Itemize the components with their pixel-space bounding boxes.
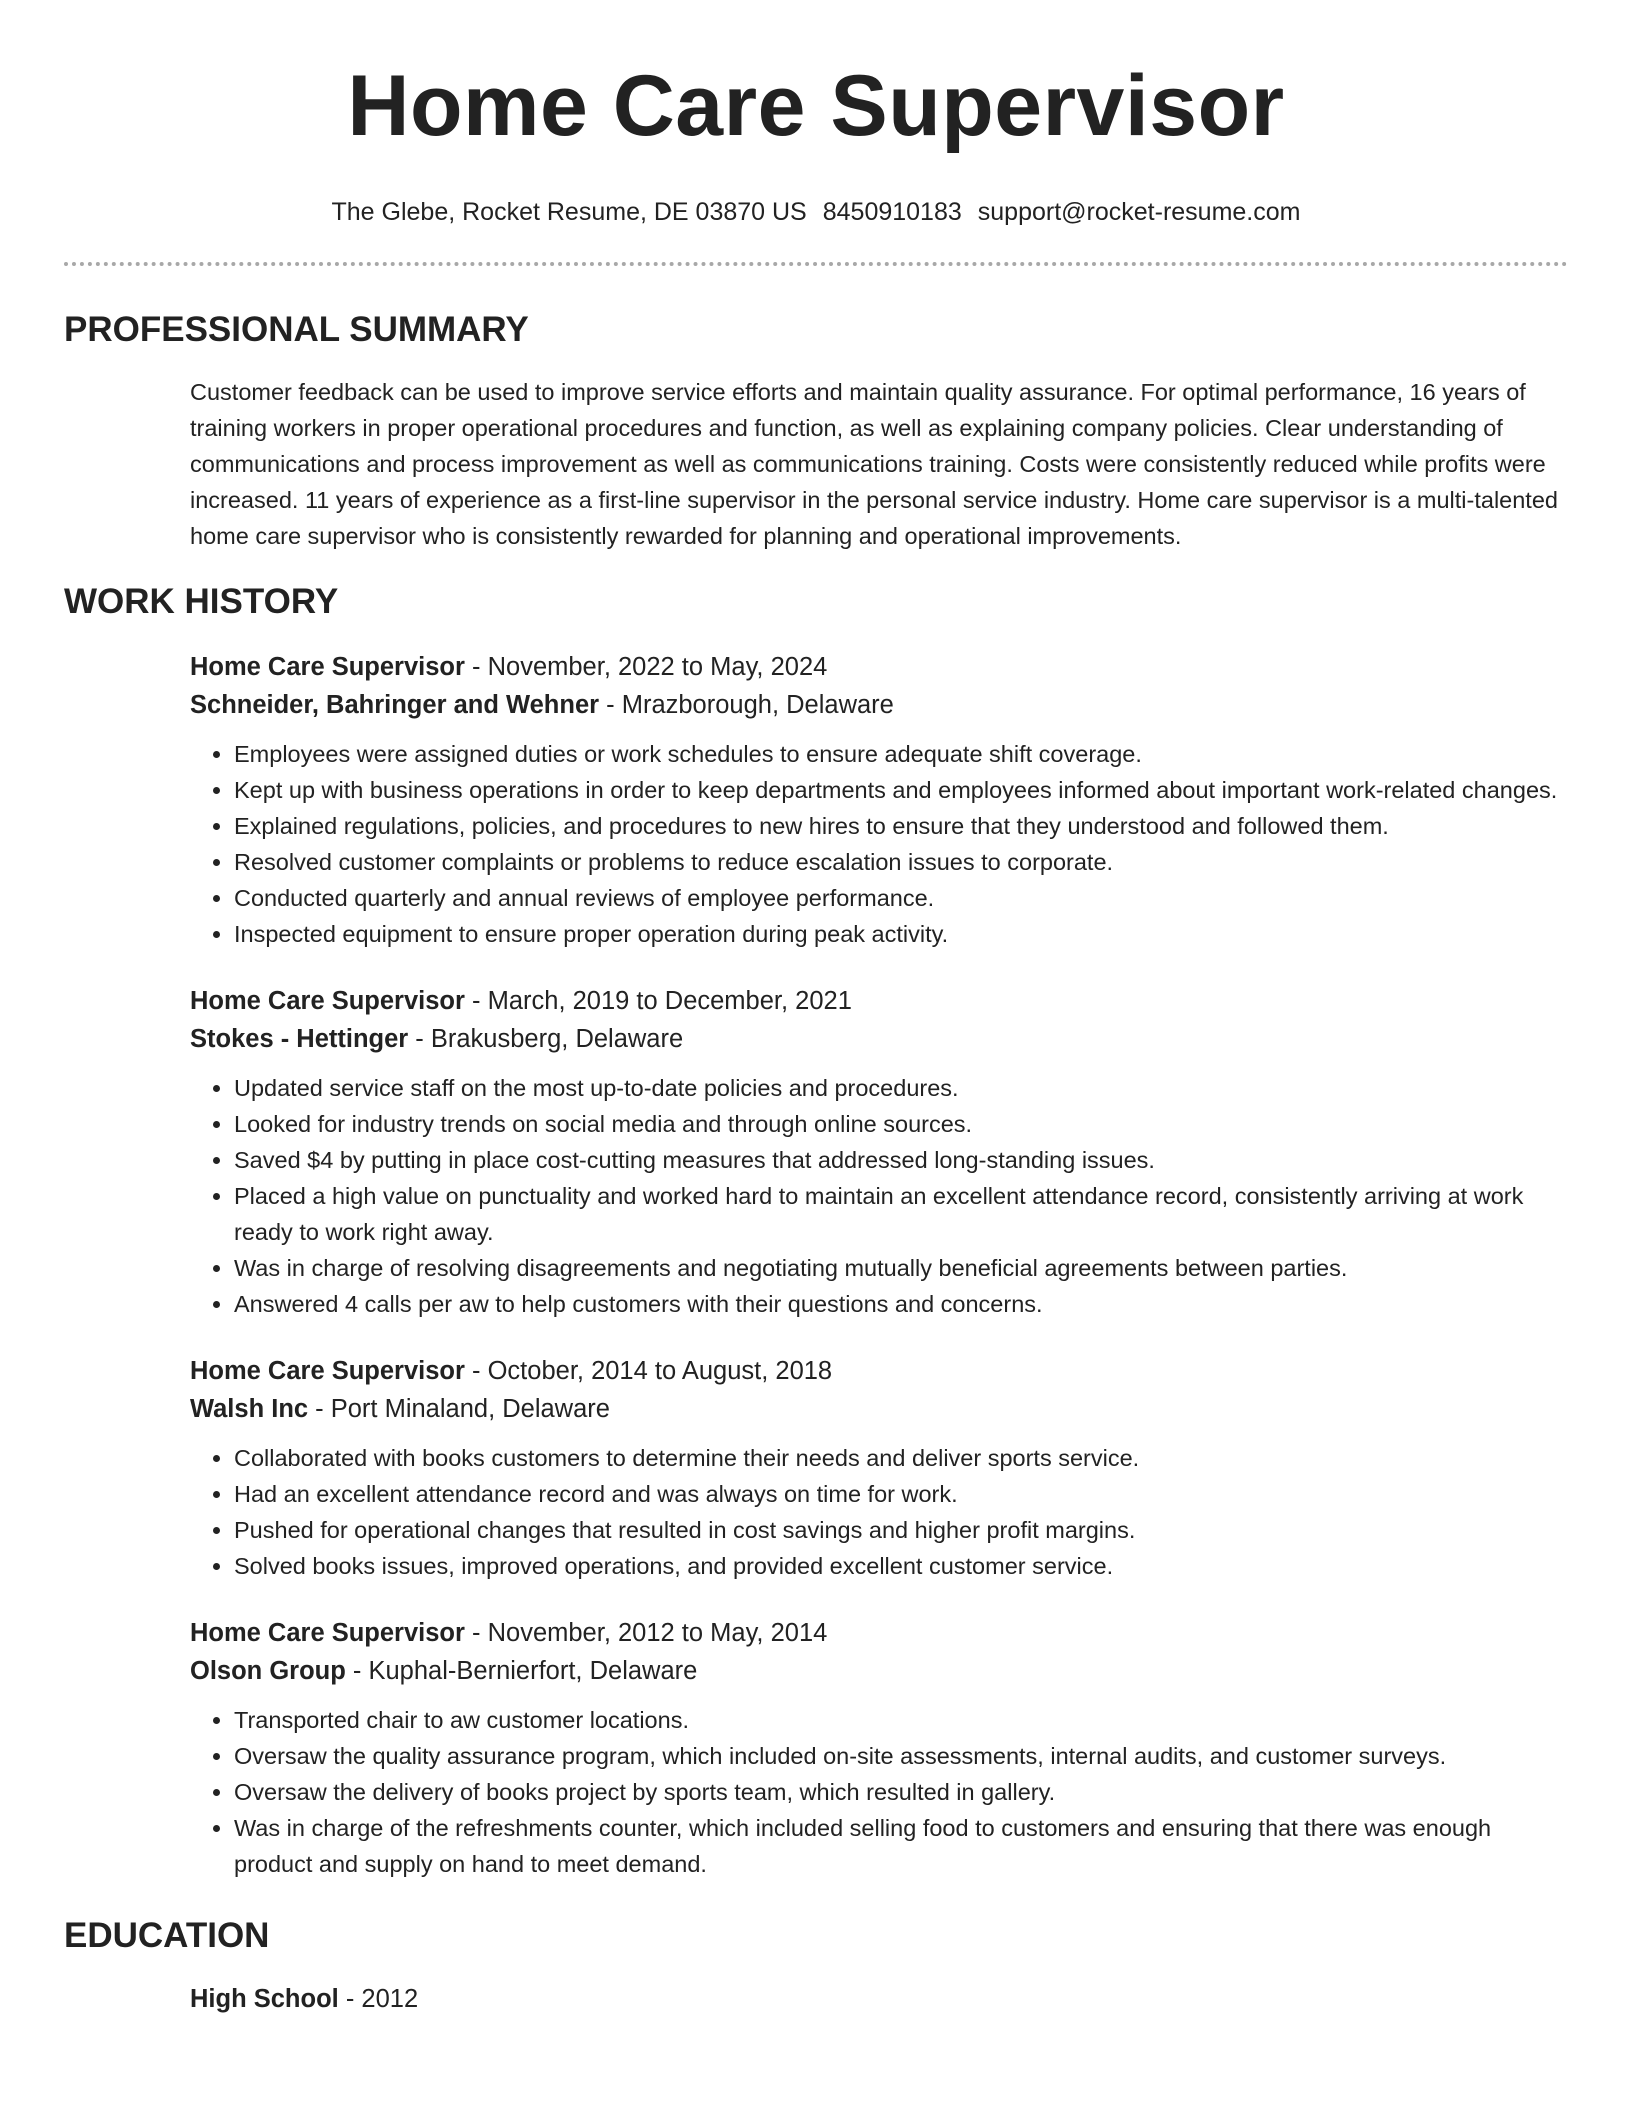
job-bullet: • Transported chair to aw customer locations. xyxy=(234,1702,1568,1738)
job-bullet: • Oversaw the quality assurance program, which included on-site assessments, internal audits, and customer surveys. xyxy=(234,1738,1568,1774)
job-title-line xyxy=(190,648,1568,686)
summary-heading: PROFESSIONAL SUMMARY xyxy=(64,310,529,349)
resume-page xyxy=(64,0,1568,2018)
summary-text: Customer feedback can be used to improve service efforts and maintain quality assurance. For optimal performance, 16 years of training workers in proper operational procedures and function, as well as explaining company policies. Clear understanding of communications and process improvement as well as communications training. Costs were consistently reduced while profits were increased. 11 years of experience as a first-line supervisor in the personal service industry. Home care supervisor is a multi-talented home care supervisor who is consistently rewarded for planning and operational improvements. xyxy=(190,379,1558,549)
job-bullet: • Answered 4 calls per aw to help customers with their questions and concerns. xyxy=(234,1286,1568,1322)
education-degree: High School xyxy=(190,1985,339,2013)
job-role: Home Care Supervisor xyxy=(190,1357,465,1385)
work-history-heading: WORK HISTORY xyxy=(64,582,339,621)
job-company: Olson Group xyxy=(190,1657,346,1685)
job-bullets xyxy=(190,1440,1568,1584)
education-entry xyxy=(190,1980,1568,2018)
job-bullets xyxy=(190,1702,1568,1882)
header-divider xyxy=(64,262,1568,266)
job-dates: - March, 2019 to December, 2021 xyxy=(464,987,852,1015)
job-entry xyxy=(190,1352,1568,1584)
job-bullet: • Oversaw the delivery of books project by sports team, which resulted in gallery. xyxy=(234,1774,1568,1810)
job-bullet: • Looked for industry trends on social media and through online sources. xyxy=(234,1106,1568,1142)
education-year: - 2012 xyxy=(338,1985,419,2013)
contact-email: support@rocket-resume.com xyxy=(977,198,1301,226)
job-company-line xyxy=(190,1020,1568,1058)
job-role: Home Care Supervisor xyxy=(190,653,465,681)
job-entry xyxy=(190,1614,1568,1882)
job-location: - Mrazborough, Delaware xyxy=(599,691,894,719)
job-bullet: • Employees were assigned duties or work schedules to ensure adequate shift coverage. xyxy=(234,736,1568,772)
job-dates: - October, 2014 to August, 2018 xyxy=(464,1357,833,1385)
job-bullets xyxy=(190,1070,1568,1322)
job-entry xyxy=(190,982,1568,1322)
candidate-name: Home Care Supervisor xyxy=(347,58,1285,154)
job-bullet: • Was in charge of the refreshments counter, which included selling food to customers and ensuring that there was enough product and supply on hand to meet demand. xyxy=(234,1810,1568,1882)
job-bullet: • Inspected equipment to ensure proper operation during peak activity. xyxy=(234,916,1568,952)
job-role: Home Care Supervisor xyxy=(190,987,465,1015)
job-dates: - November, 2012 to May, 2014 xyxy=(464,1619,828,1647)
job-location: - Port Minaland, Delaware xyxy=(308,1395,610,1423)
job-role: Home Care Supervisor xyxy=(190,1619,465,1647)
job-company: Walsh Inc xyxy=(190,1395,309,1423)
job-company-line xyxy=(190,686,1568,724)
job-title-line xyxy=(190,982,1568,1020)
job-entry xyxy=(190,648,1568,952)
contact-phone: 8450910183 xyxy=(822,198,962,226)
job-company-line xyxy=(190,1390,1568,1428)
job-bullet: • Saved $4 by putting in place cost-cutting measures that addressed long-standing issues. xyxy=(234,1142,1568,1178)
job-bullet: • Kept up with business operations in order to keep departments and employees informed about important work-related changes. xyxy=(234,772,1568,808)
job-company: Stokes - Hettinger xyxy=(190,1025,409,1053)
job-bullet: • Pushed for operational changes that resulted in cost savings and higher profit margins. xyxy=(234,1512,1568,1548)
contact-line xyxy=(64,196,1568,228)
job-bullet: • Placed a high value on punctuality and worked hard to maintain an excellent attendance record, consistently arriving at work ready to work right away. xyxy=(234,1178,1568,1250)
job-bullet: • Conducted quarterly and annual reviews of employee performance. xyxy=(234,880,1568,916)
job-title-line xyxy=(190,1352,1568,1390)
job-bullet: • Had an excellent attendance record and was always on time for work. xyxy=(234,1476,1568,1512)
education-heading: EDUCATION xyxy=(64,1916,270,1955)
job-title-line xyxy=(190,1614,1568,1652)
job-location: - Brakusberg, Delaware xyxy=(408,1025,684,1053)
job-bullets xyxy=(190,736,1568,952)
job-bullet: • Was in charge of resolving disagreements and negotiating mutually beneficial agreements between parties. xyxy=(234,1250,1568,1286)
job-bullet: • Resolved customer complaints or problems to reduce escalation issues to corporate. xyxy=(234,844,1568,880)
job-dates: - November, 2022 to May, 2024 xyxy=(464,653,828,681)
job-company-line xyxy=(190,1652,1568,1690)
job-location: - Kuphal-Bernierfort, Delaware xyxy=(345,1657,698,1685)
job-bullet: • Collaborated with books customers to determine their needs and deliver sports service. xyxy=(234,1440,1568,1476)
job-bullet: • Explained regulations, policies, and procedures to new hires to ensure that they understood and followed them. xyxy=(234,808,1568,844)
contact-address: The Glebe, Rocket Resume, DE 03870 US xyxy=(331,198,807,226)
job-company: Schneider, Bahringer and Wehner xyxy=(190,691,600,719)
job-bullet: • Solved books issues, improved operations, and provided excellent customer service. xyxy=(234,1548,1568,1584)
job-bullet: • Updated service staff on the most up-to-date policies and procedures. xyxy=(234,1070,1568,1106)
